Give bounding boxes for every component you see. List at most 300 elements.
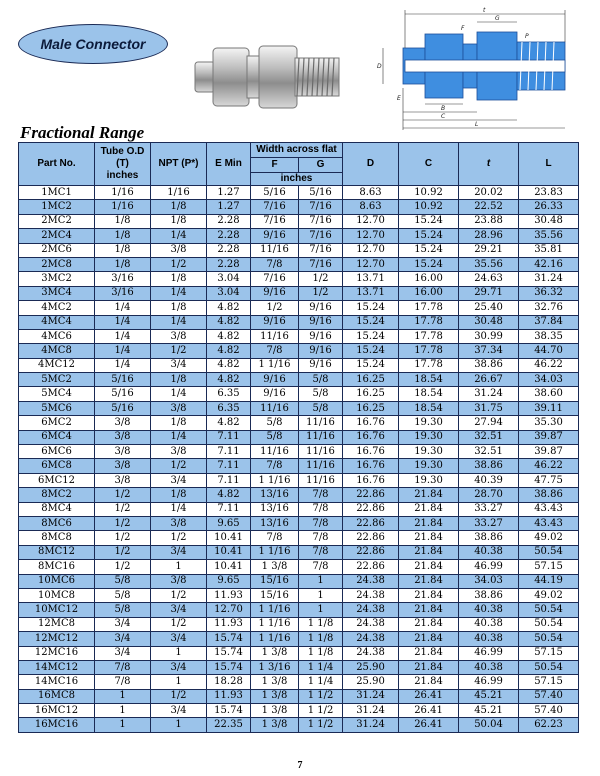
cell-l: 62.23	[519, 718, 579, 732]
cell-npt: 3/4	[151, 660, 207, 674]
cell-part: 3MC4	[19, 286, 95, 300]
cell-e: 11.93	[207, 588, 251, 602]
cell-l: 23.83	[519, 186, 579, 200]
cell-f: 9/16	[251, 286, 299, 300]
header-npt: NPT (P*)	[151, 143, 207, 186]
cell-c: 26.41	[399, 689, 459, 703]
cell-t: 31.75	[459, 401, 519, 415]
cell-l: 43.43	[519, 516, 579, 530]
cell-l: 49.02	[519, 531, 579, 545]
cell-d: 22.86	[343, 488, 399, 502]
cell-tube: 1/2	[95, 531, 151, 545]
cell-d: 16.76	[343, 445, 399, 459]
cell-part: 10MC8	[19, 588, 95, 602]
cell-d: 16.76	[343, 430, 399, 444]
cell-d: 25.90	[343, 675, 399, 689]
cell-part: 5MC4	[19, 387, 95, 401]
cell-npt: 1/2	[151, 459, 207, 473]
cell-part: 16MC16	[19, 718, 95, 732]
table-row	[19, 229, 579, 243]
table-row	[19, 516, 579, 530]
cell-c: 19.30	[399, 445, 459, 459]
cell-f: 1 3/8	[251, 718, 299, 732]
table-row	[19, 445, 579, 459]
cell-tube: 1/8	[95, 257, 151, 271]
table-row	[19, 545, 579, 559]
table-row	[19, 603, 579, 617]
table-row	[19, 531, 579, 545]
drawing-label-d: D	[377, 63, 382, 70]
cell-t: 40.38	[459, 632, 519, 646]
cell-l: 32.76	[519, 301, 579, 315]
cell-c: 17.78	[399, 329, 459, 343]
cell-tube: 1/2	[95, 545, 151, 559]
cell-d: 16.25	[343, 401, 399, 415]
cell-g: 11/16	[299, 445, 343, 459]
cell-c: 18.54	[399, 373, 459, 387]
cell-npt: 3/8	[151, 574, 207, 588]
cell-e: 15.74	[207, 660, 251, 674]
cell-npt: 1/2	[151, 531, 207, 545]
cell-tube: 1/2	[95, 560, 151, 574]
cell-g: 1 1/4	[299, 660, 343, 674]
cell-g: 11/16	[299, 430, 343, 444]
cell-f: 13/16	[251, 488, 299, 502]
cell-g: 7/16	[299, 257, 343, 271]
cell-part: 10MC12	[19, 603, 95, 617]
cell-f: 13/16	[251, 502, 299, 516]
drawing-label-l: L	[475, 121, 479, 128]
cell-f: 1 3/8	[251, 675, 299, 689]
table-row	[19, 214, 579, 228]
cell-f: 7/16	[251, 214, 299, 228]
cell-l: 46.22	[519, 459, 579, 473]
cell-part: 6MC6	[19, 445, 95, 459]
cell-g: 1 1/2	[299, 704, 343, 718]
cell-npt: 1/2	[151, 617, 207, 631]
cell-d: 13.71	[343, 272, 399, 286]
cell-c: 19.30	[399, 430, 459, 444]
cell-t: 38.86	[459, 358, 519, 372]
cell-f: 9/16	[251, 229, 299, 243]
cell-t: 27.94	[459, 416, 519, 430]
table-row	[19, 588, 579, 602]
cell-e: 7.11	[207, 445, 251, 459]
cell-d: 24.38	[343, 646, 399, 660]
drawing-label-e: E	[397, 95, 401, 102]
cell-npt: 3/4	[151, 545, 207, 559]
table-row	[19, 200, 579, 214]
cell-e: 6.35	[207, 387, 251, 401]
cell-part: 8MC2	[19, 488, 95, 502]
cell-tube: 1/8	[95, 214, 151, 228]
header-g: G	[299, 158, 343, 173]
cell-e: 7.11	[207, 502, 251, 516]
cell-t: 31.24	[459, 387, 519, 401]
cell-t: 26.67	[459, 373, 519, 387]
table-row	[19, 358, 579, 372]
cell-c: 21.84	[399, 545, 459, 559]
cell-tube: 1	[95, 718, 151, 732]
table-row	[19, 660, 579, 674]
cell-c: 21.84	[399, 488, 459, 502]
cell-l: 50.54	[519, 545, 579, 559]
header-tube-od-line1: Tube O.D	[100, 146, 145, 157]
cell-t: 50.04	[459, 718, 519, 732]
cell-t: 38.86	[459, 588, 519, 602]
header-t-label: t	[486, 158, 491, 169]
table-row	[19, 689, 579, 703]
cell-part: 6MC2	[19, 416, 95, 430]
cell-g: 1 1/8	[299, 646, 343, 660]
cell-c: 10.92	[399, 200, 459, 214]
cell-c: 16.00	[399, 272, 459, 286]
cell-e: 3.04	[207, 286, 251, 300]
cell-e: 2.28	[207, 214, 251, 228]
cell-l: 46.22	[519, 358, 579, 372]
cell-part: 2MC2	[19, 214, 95, 228]
cell-e: 2.28	[207, 243, 251, 257]
cell-d: 15.24	[343, 329, 399, 343]
cell-part: 6MC8	[19, 459, 95, 473]
cell-e: 7.11	[207, 459, 251, 473]
cell-c: 15.24	[399, 257, 459, 271]
cell-e: 10.41	[207, 560, 251, 574]
cell-t: 34.03	[459, 574, 519, 588]
cell-d: 22.86	[343, 531, 399, 545]
cell-e: 4.82	[207, 315, 251, 329]
cell-tube: 1/16	[95, 186, 151, 200]
cell-d: 24.38	[343, 588, 399, 602]
cell-e: 10.41	[207, 545, 251, 559]
cell-f: 7/16	[251, 272, 299, 286]
cell-f: 1 3/8	[251, 560, 299, 574]
drawing-label-g: G	[495, 15, 500, 22]
cell-npt: 3/8	[151, 445, 207, 459]
cell-part: 4MC6	[19, 329, 95, 343]
cell-d: 16.76	[343, 473, 399, 487]
cell-npt: 1/8	[151, 200, 207, 214]
cell-npt: 3/4	[151, 632, 207, 646]
cell-t: 28.70	[459, 488, 519, 502]
cell-l: 31.24	[519, 272, 579, 286]
table-row	[19, 301, 579, 315]
header-l: L	[519, 143, 579, 186]
cell-npt: 1/2	[151, 257, 207, 271]
table-row	[19, 186, 579, 200]
cell-npt: 1/4	[151, 502, 207, 516]
cell-l: 35.30	[519, 416, 579, 430]
cell-tube: 3/8	[95, 445, 151, 459]
cell-part: 5MC2	[19, 373, 95, 387]
cell-npt: 3/8	[151, 243, 207, 257]
cell-c: 16.00	[399, 286, 459, 300]
cell-d: 15.24	[343, 315, 399, 329]
cell-g: 7/16	[299, 200, 343, 214]
cell-e: 9.65	[207, 516, 251, 530]
cell-npt: 3/8	[151, 401, 207, 415]
cell-l: 26.33	[519, 200, 579, 214]
table-row	[19, 257, 579, 271]
cell-d: 12.70	[343, 243, 399, 257]
cell-tube: 5/16	[95, 387, 151, 401]
table-row	[19, 344, 579, 358]
cell-t: 40.38	[459, 545, 519, 559]
cell-npt: 1	[151, 560, 207, 574]
cell-d: 24.38	[343, 617, 399, 631]
cell-c: 26.41	[399, 718, 459, 732]
cell-c: 19.30	[399, 473, 459, 487]
cell-t: 38.86	[459, 531, 519, 545]
cell-e: 2.28	[207, 257, 251, 271]
cell-t: 40.39	[459, 473, 519, 487]
cell-f: 1 3/8	[251, 689, 299, 703]
cell-d: 15.24	[343, 358, 399, 372]
cell-npt: 1/2	[151, 588, 207, 602]
cell-c: 21.84	[399, 617, 459, 631]
cell-f: 5/8	[251, 416, 299, 430]
cell-l: 49.02	[519, 588, 579, 602]
cell-g: 5/8	[299, 387, 343, 401]
cell-g: 9/16	[299, 358, 343, 372]
cell-c: 21.84	[399, 603, 459, 617]
cell-d: 24.38	[343, 632, 399, 646]
cell-e: 15.74	[207, 646, 251, 660]
cell-t: 20.02	[459, 186, 519, 200]
cell-g: 7/8	[299, 488, 343, 502]
cell-tube: 1/4	[95, 358, 151, 372]
table-row	[19, 329, 579, 343]
table-row	[19, 373, 579, 387]
cell-l: 44.70	[519, 344, 579, 358]
cell-tube: 3/16	[95, 286, 151, 300]
table-row	[19, 488, 579, 502]
cell-f: 15/16	[251, 588, 299, 602]
cell-g: 9/16	[299, 301, 343, 315]
table-row	[19, 459, 579, 473]
cell-c: 21.84	[399, 531, 459, 545]
cell-f: 11/16	[251, 329, 299, 343]
cell-part: 8MC12	[19, 545, 95, 559]
cell-e: 4.82	[207, 416, 251, 430]
table-row	[19, 243, 579, 257]
cell-e: 4.82	[207, 344, 251, 358]
cell-part: 5MC6	[19, 401, 95, 415]
cell-c: 21.84	[399, 588, 459, 602]
table-row	[19, 502, 579, 516]
cell-g: 7/8	[299, 516, 343, 530]
cell-tube: 1/8	[95, 243, 151, 257]
cell-c: 17.78	[399, 315, 459, 329]
cell-g: 11/16	[299, 459, 343, 473]
cell-npt: 1/4	[151, 229, 207, 243]
cell-tube: 7/8	[95, 660, 151, 674]
cell-tube: 3/4	[95, 617, 151, 631]
cell-d: 8.63	[343, 186, 399, 200]
cell-g: 7/8	[299, 560, 343, 574]
cell-f: 1 3/8	[251, 646, 299, 660]
cell-tube: 1/2	[95, 516, 151, 530]
cell-g: 1/2	[299, 286, 343, 300]
cell-tube: 1/4	[95, 329, 151, 343]
table-row	[19, 704, 579, 718]
cell-part: 6MC4	[19, 430, 95, 444]
cell-t: 29.21	[459, 243, 519, 257]
cell-e: 18.28	[207, 675, 251, 689]
cell-tube: 5/16	[95, 401, 151, 415]
cell-l: 57.15	[519, 560, 579, 574]
cell-d: 16.25	[343, 373, 399, 387]
cell-c: 18.54	[399, 387, 459, 401]
cell-c: 21.84	[399, 574, 459, 588]
cell-npt: 3/4	[151, 603, 207, 617]
cell-part: 10MC6	[19, 574, 95, 588]
cell-d: 12.70	[343, 257, 399, 271]
header-c: C	[399, 143, 459, 186]
cell-f: 9/16	[251, 387, 299, 401]
table-row	[19, 718, 579, 732]
cell-l: 50.54	[519, 617, 579, 631]
cell-g: 9/16	[299, 344, 343, 358]
cell-l: 38.35	[519, 329, 579, 343]
cell-tube: 5/8	[95, 574, 151, 588]
cell-part: 8MC16	[19, 560, 95, 574]
cell-e: 12.70	[207, 603, 251, 617]
cell-f: 11/16	[251, 243, 299, 257]
cell-d: 15.24	[343, 301, 399, 315]
cell-l: 44.19	[519, 574, 579, 588]
cell-npt: 1/8	[151, 301, 207, 315]
cell-e: 4.82	[207, 358, 251, 372]
cell-tube: 5/8	[95, 588, 151, 602]
dimension-drawing	[375, 4, 575, 132]
cell-c: 21.84	[399, 502, 459, 516]
cell-c: 21.84	[399, 660, 459, 674]
cell-npt: 1/8	[151, 416, 207, 430]
cell-f: 11/16	[251, 445, 299, 459]
cell-d: 16.76	[343, 416, 399, 430]
cell-c: 26.41	[399, 704, 459, 718]
cell-f: 5/16	[251, 186, 299, 200]
drawing-label-f: F	[461, 25, 465, 32]
cell-d: 22.86	[343, 502, 399, 516]
cell-c: 21.84	[399, 560, 459, 574]
cell-d: 24.38	[343, 574, 399, 588]
cell-d: 24.38	[343, 603, 399, 617]
cell-f: 1 3/16	[251, 660, 299, 674]
cell-part: 12MC8	[19, 617, 95, 631]
cell-tube: 5/16	[95, 373, 151, 387]
header-part-no: Part No.	[19, 143, 95, 186]
table-row	[19, 387, 579, 401]
cell-f: 7/8	[251, 531, 299, 545]
cell-e: 4.82	[207, 329, 251, 343]
cell-l: 42.16	[519, 257, 579, 271]
cell-tube: 3/8	[95, 430, 151, 444]
cell-t: 45.21	[459, 689, 519, 703]
cell-c: 21.84	[399, 675, 459, 689]
cell-e: 6.35	[207, 401, 251, 415]
cell-part: 4MC8	[19, 344, 95, 358]
cell-tube: 1	[95, 689, 151, 703]
cell-t: 46.99	[459, 646, 519, 660]
cell-part: 6MC12	[19, 473, 95, 487]
product-badge-label: Male Connector	[40, 36, 146, 52]
cell-npt: 1	[151, 718, 207, 732]
cell-f: 1/2	[251, 301, 299, 315]
cell-g: 9/16	[299, 315, 343, 329]
table-row	[19, 632, 579, 646]
cell-npt: 1/4	[151, 387, 207, 401]
cell-g: 7/16	[299, 214, 343, 228]
dimension-table	[18, 142, 579, 733]
cell-l: 35.56	[519, 229, 579, 243]
cell-t: 40.38	[459, 660, 519, 674]
cell-tube: 1/4	[95, 301, 151, 315]
cell-t: 32.51	[459, 445, 519, 459]
cell-g: 11/16	[299, 416, 343, 430]
cell-part: 3MC2	[19, 272, 95, 286]
drawing-label-b: B	[441, 105, 446, 112]
cell-tube: 1/8	[95, 229, 151, 243]
cell-e: 11.93	[207, 689, 251, 703]
cell-tube: 3/8	[95, 459, 151, 473]
cell-g: 9/16	[299, 329, 343, 343]
cell-t: 22.52	[459, 200, 519, 214]
cell-tube: 3/8	[95, 416, 151, 430]
header-t	[459, 143, 519, 186]
cell-part: 16MC8	[19, 689, 95, 703]
cell-g: 5/16	[299, 186, 343, 200]
table-row	[19, 473, 579, 487]
table-row	[19, 286, 579, 300]
cell-d: 22.86	[343, 560, 399, 574]
cell-g: 1 1/8	[299, 617, 343, 631]
cell-e: 4.82	[207, 488, 251, 502]
cell-tube: 1/16	[95, 200, 151, 214]
cell-npt: 1/8	[151, 488, 207, 502]
header-tube-od-line2: (T)	[116, 158, 129, 169]
cell-part: 14MC16	[19, 675, 95, 689]
cell-g: 7/8	[299, 502, 343, 516]
cell-f: 5/8	[251, 430, 299, 444]
cell-npt: 3/8	[151, 329, 207, 343]
cell-part: 4MC12	[19, 358, 95, 372]
cell-t: 38.86	[459, 459, 519, 473]
cell-c: 21.84	[399, 516, 459, 530]
cell-l: 57.15	[519, 646, 579, 660]
cell-tube: 1/4	[95, 315, 151, 329]
cell-f: 1 1/16	[251, 473, 299, 487]
table-row	[19, 416, 579, 430]
cell-npt: 1/16	[151, 186, 207, 200]
cell-l: 39.87	[519, 430, 579, 444]
cell-g: 1	[299, 603, 343, 617]
cell-l: 39.87	[519, 445, 579, 459]
cell-c: 21.84	[399, 632, 459, 646]
cell-part: 2MC4	[19, 229, 95, 243]
section-title: Fractional Range	[20, 123, 145, 142]
cell-t: 25.40	[459, 301, 519, 315]
cell-part: 8MC6	[19, 516, 95, 530]
cell-npt: 3/4	[151, 358, 207, 372]
cell-npt: 1/2	[151, 689, 207, 703]
cell-part: 12MC16	[19, 646, 95, 660]
cell-part: 14MC12	[19, 660, 95, 674]
cell-tube: 1/2	[95, 488, 151, 502]
cell-l: 50.54	[519, 660, 579, 674]
cell-npt: 3/8	[151, 516, 207, 530]
